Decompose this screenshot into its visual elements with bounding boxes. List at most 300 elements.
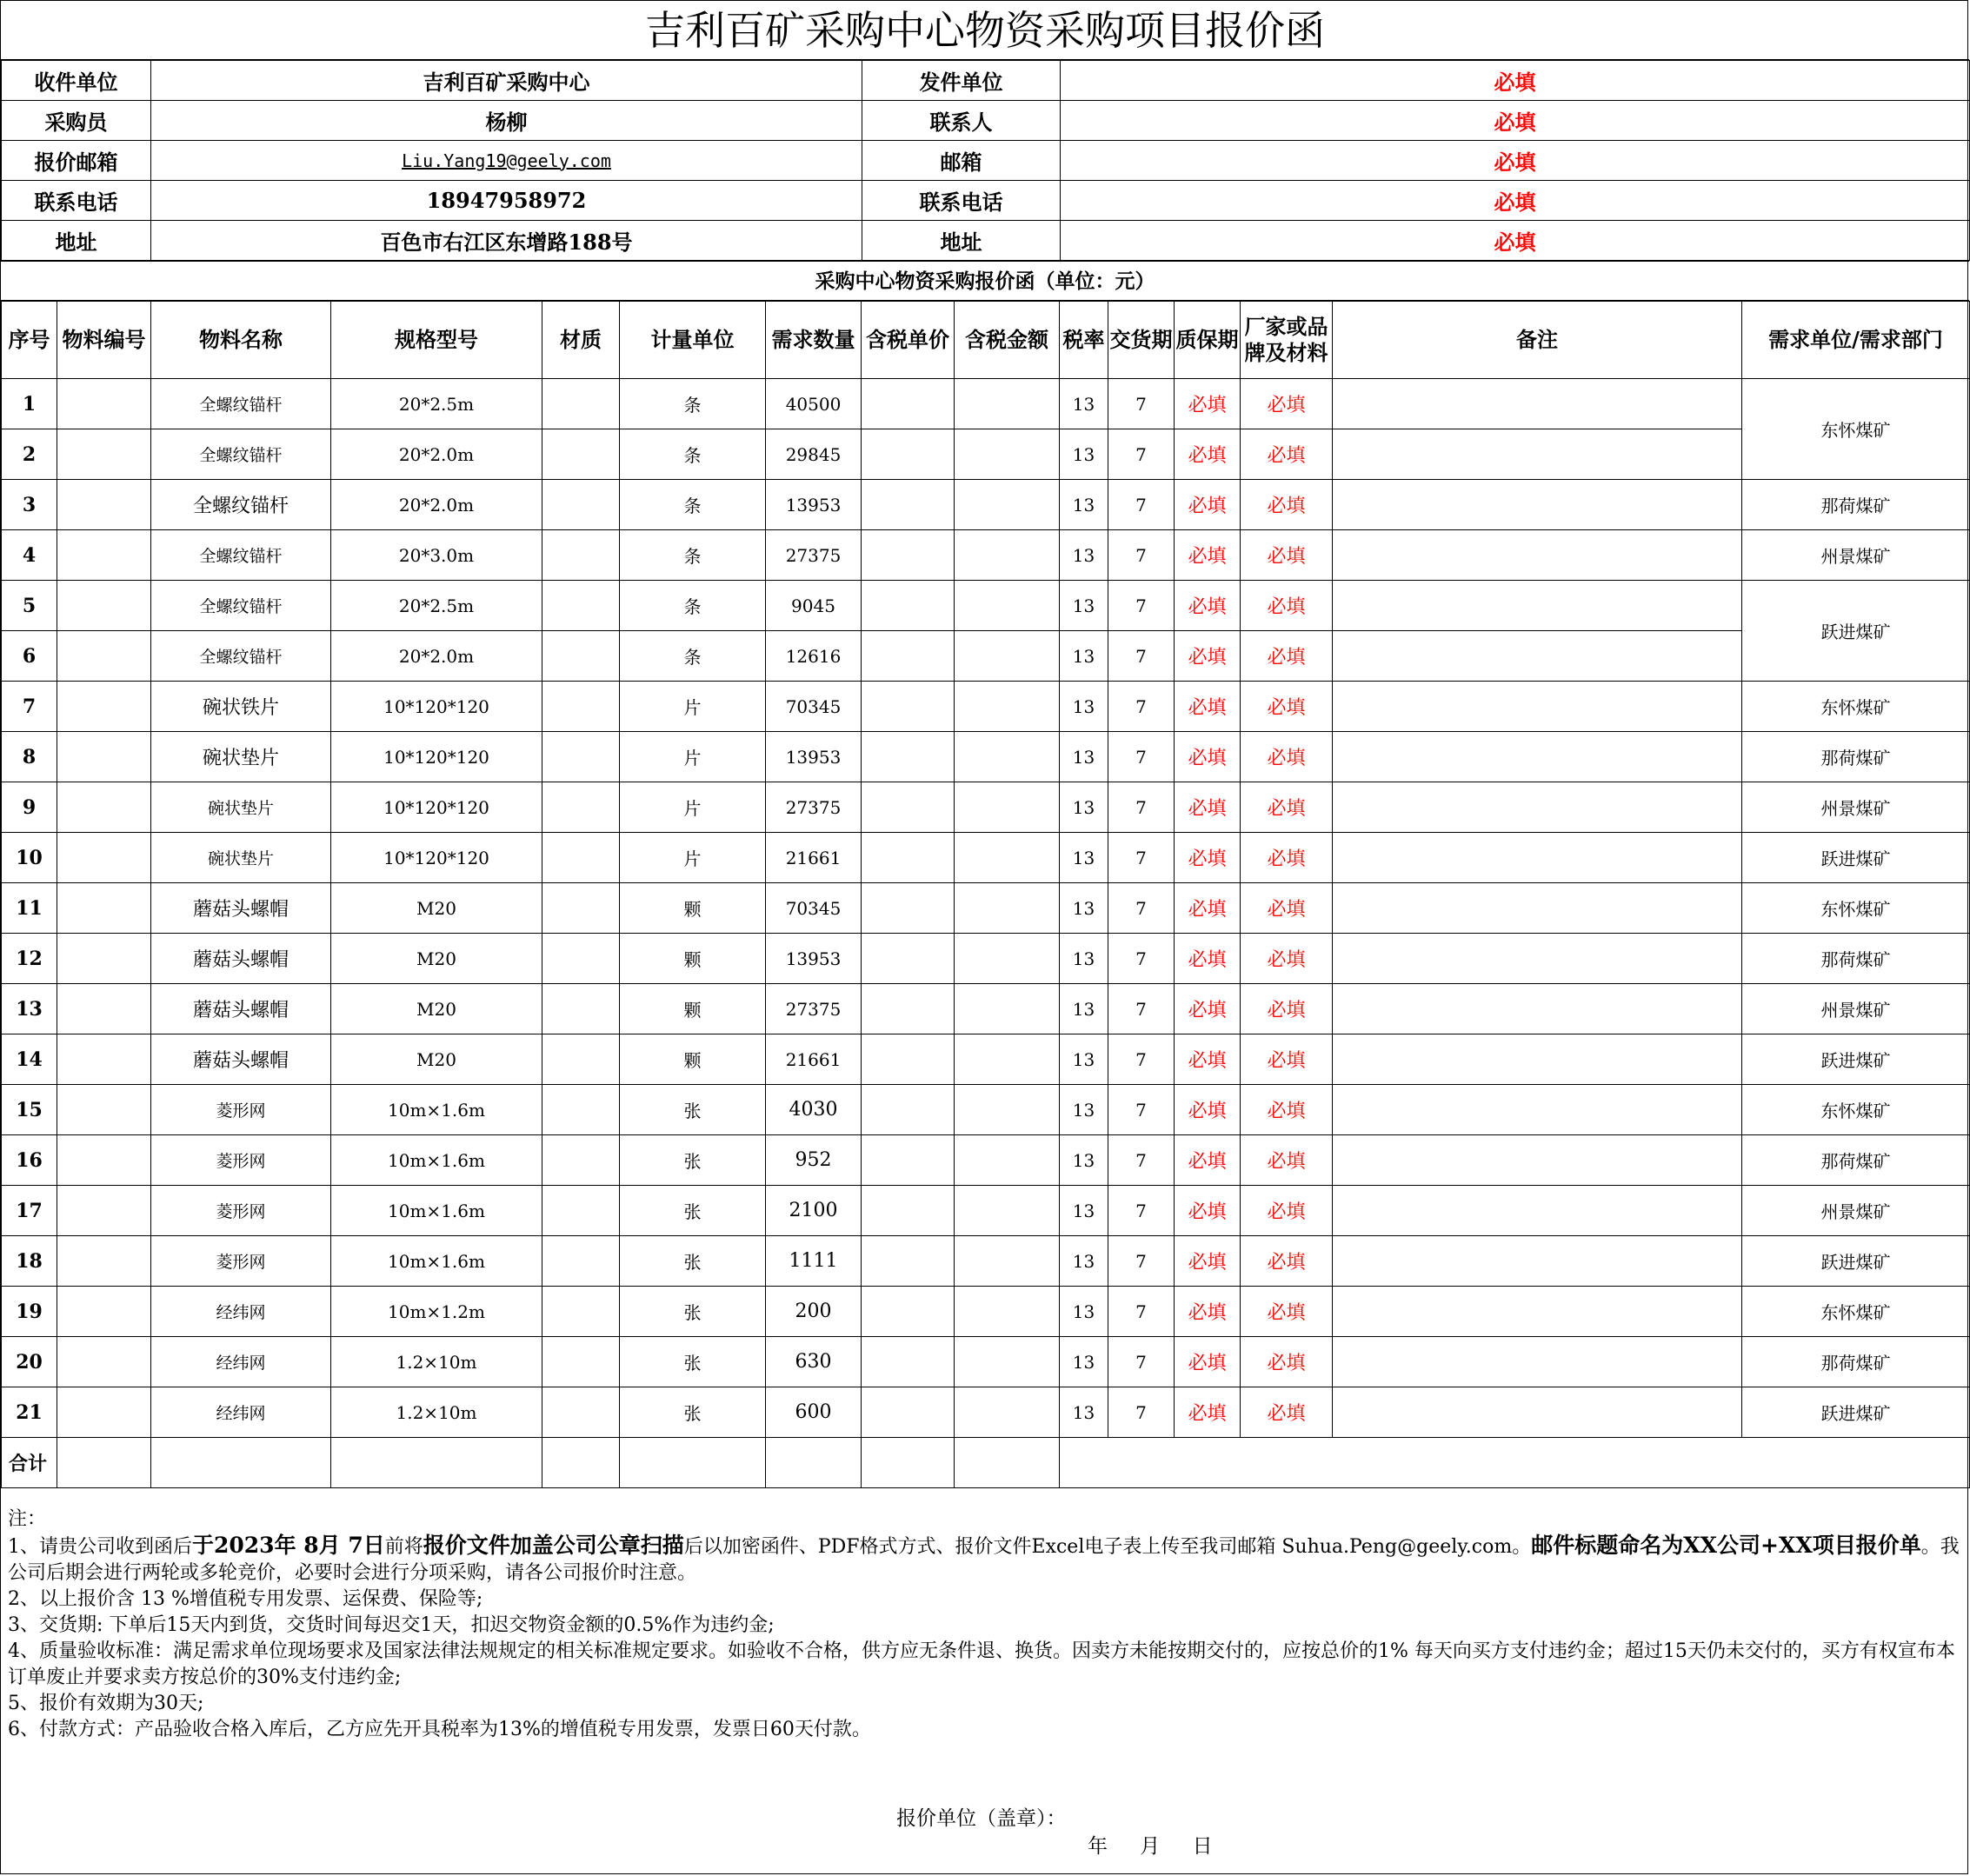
cell-brand[interactable]: 必填 — [1241, 782, 1333, 833]
cell-unit: 片 — [620, 833, 766, 883]
cell-seq: 5 — [2, 581, 57, 631]
cell-delivery: 7 — [1108, 883, 1175, 934]
cell-qty: 200 — [766, 1287, 862, 1337]
info-label: 联系电话 — [862, 181, 1061, 221]
cell-delivery: 7 — [1108, 984, 1175, 1034]
table-subtitle: 采购中心物资采购报价函（单位：元） — [1, 261, 1969, 301]
cell-material[interactable] — [542, 480, 620, 530]
cell-tax: 13 — [1060, 1186, 1108, 1236]
cell-amount[interactable] — [955, 480, 1060, 530]
table-row — [2, 1337, 1970, 1387]
cell-amount[interactable] — [955, 883, 1060, 934]
cell-material[interactable] — [542, 429, 620, 480]
cell-price[interactable] — [862, 1337, 955, 1387]
notes-section — [8, 1507, 1964, 1743]
cell-brand[interactable]: 必填 — [1241, 883, 1333, 934]
cell-dept: 跃进煤矿 — [1742, 1034, 1970, 1085]
cell-name: 菱形网 — [151, 1085, 331, 1135]
cell-code[interactable] — [57, 530, 151, 581]
required-field[interactable]: 必填 — [1061, 101, 1970, 141]
cell-qty: 12616 — [766, 631, 862, 682]
header-brand: 厂家或品牌及材料 — [1241, 302, 1333, 379]
cell-material[interactable] — [542, 1236, 620, 1287]
cell-warranty[interactable]: 必填 — [1175, 631, 1241, 682]
cell-unit: 条 — [620, 530, 766, 581]
cell-name: 蘑菇头螺帽 — [151, 1034, 331, 1085]
cell-code[interactable] — [57, 1034, 151, 1085]
cell-name: 全螺纹锚杆 — [151, 530, 331, 581]
cell-code[interactable] — [57, 682, 151, 732]
cell-price[interactable] — [862, 1236, 955, 1287]
info-label: 邮箱 — [862, 141, 1061, 181]
cell-material[interactable] — [542, 1186, 620, 1236]
cell-price[interactable] — [862, 1387, 955, 1438]
cell-warranty[interactable]: 必填 — [1175, 984, 1241, 1034]
cell-spec: 20*2.0m — [331, 631, 542, 682]
table-row — [2, 429, 1970, 480]
cell-amount[interactable] — [955, 530, 1060, 581]
cell-remark[interactable] — [1333, 581, 1742, 631]
cell-seq: 10 — [2, 833, 57, 883]
info-row — [2, 61, 1970, 101]
cell-code[interactable] — [57, 379, 151, 429]
cell-delivery: 7 — [1108, 429, 1175, 480]
cell-delivery: 7 — [1108, 581, 1175, 631]
total-cell-price[interactable] — [862, 1438, 955, 1488]
cell-name: 全螺纹锚杆 — [151, 429, 331, 480]
cell-remark[interactable] — [1333, 883, 1742, 934]
total-cell-qty[interactable] — [766, 1438, 862, 1488]
email-link[interactable]: Liu.Yang19@geely.com — [151, 141, 862, 181]
cell-price[interactable] — [862, 480, 955, 530]
cell-dept: 那荷煤矿 — [1742, 1135, 1970, 1186]
header-remark: 备注 — [1333, 302, 1742, 379]
cell-seq: 16 — [2, 1135, 57, 1186]
cell-remark[interactable] — [1333, 1135, 1742, 1186]
cell-tax: 13 — [1060, 480, 1108, 530]
cell-price[interactable] — [862, 682, 955, 732]
cell-price[interactable] — [862, 379, 955, 429]
table-row — [2, 1085, 1970, 1135]
cell-unit: 颗 — [620, 1034, 766, 1085]
cell-spec: 20*2.5m — [331, 581, 542, 631]
cell-code[interactable] — [57, 1085, 151, 1135]
note-5: 5、报价有效期为30天; — [8, 1693, 204, 1714]
cell-material[interactable] — [542, 782, 620, 833]
cell-remark[interactable] — [1333, 682, 1742, 732]
cell-amount[interactable] — [955, 631, 1060, 682]
cell-qty: 21661 — [766, 1034, 862, 1085]
cell-spec: 10m×1.6m — [331, 1236, 542, 1287]
table-row — [2, 732, 1970, 782]
cell-spec: 20*2.5m — [331, 379, 542, 429]
cell-delivery: 7 — [1108, 1387, 1175, 1438]
cell-unit: 条 — [620, 429, 766, 480]
info-value: 18947958972 — [151, 181, 862, 221]
cell-warranty[interactable]: 必填 — [1175, 1387, 1241, 1438]
cell-brand[interactable]: 必填 — [1241, 833, 1333, 883]
header-material: 材质 — [542, 302, 620, 379]
cell-unit: 颗 — [620, 984, 766, 1034]
header-tax: 税率 — [1060, 302, 1108, 379]
cell-code[interactable] — [57, 1337, 151, 1387]
info-label: 联系电话 — [2, 181, 151, 221]
cell-unit: 条 — [620, 581, 766, 631]
total-cell-material[interactable] — [542, 1438, 620, 1488]
cell-price[interactable] — [862, 984, 955, 1034]
cell-remark[interactable] — [1333, 1287, 1742, 1337]
cell-brand[interactable]: 必填 — [1241, 1236, 1333, 1287]
cell-unit: 片 — [620, 682, 766, 732]
note-1-emphasis: 报价文件加盖公司公章扫描 — [423, 1533, 684, 1558]
cell-material[interactable] — [542, 1287, 620, 1337]
cell-warranty[interactable]: 必填 — [1175, 429, 1241, 480]
cell-dept: 州景煤矿 — [1742, 782, 1970, 833]
cell-dept: 东怀煤矿 — [1742, 379, 1970, 480]
cell-amount[interactable] — [955, 581, 1060, 631]
cell-code[interactable] — [57, 883, 151, 934]
cell-warranty[interactable]: 必填 — [1175, 1337, 1241, 1387]
cell-brand[interactable]: 必填 — [1241, 379, 1333, 429]
cell-material[interactable] — [542, 1085, 620, 1135]
cell-amount[interactable] — [955, 1135, 1060, 1186]
cell-unit: 张 — [620, 1236, 766, 1287]
cell-dept: 州景煤矿 — [1742, 984, 1970, 1034]
cell-amount[interactable] — [955, 1387, 1060, 1438]
cell-warranty[interactable]: 必填 — [1175, 1034, 1241, 1085]
cell-remark[interactable] — [1333, 984, 1742, 1034]
cell-brand[interactable]: 必填 — [1241, 984, 1333, 1034]
cell-warranty[interactable]: 必填 — [1175, 833, 1241, 883]
cell-price[interactable] — [862, 1034, 955, 1085]
cell-brand[interactable]: 必填 — [1241, 934, 1333, 984]
cell-brand[interactable]: 必填 — [1241, 631, 1333, 682]
cell-spec: 10*120*120 — [331, 833, 542, 883]
total-cell-amount[interactable] — [955, 1438, 1060, 1488]
cell-warranty[interactable]: 必填 — [1175, 379, 1241, 429]
header-code: 物料编号 — [57, 302, 151, 379]
cell-brand[interactable]: 必填 — [1241, 1135, 1333, 1186]
cell-material[interactable] — [542, 1337, 620, 1387]
items-table — [1, 301, 1970, 1488]
cell-brand[interactable]: 必填 — [1241, 1287, 1333, 1337]
cell-price[interactable] — [862, 833, 955, 883]
cell-unit: 张 — [620, 1287, 766, 1337]
cell-name: 碗状垫片 — [151, 833, 331, 883]
cell-code[interactable] — [57, 833, 151, 883]
cell-price[interactable] — [862, 1287, 955, 1337]
cell-warranty[interactable]: 必填 — [1175, 782, 1241, 833]
cell-amount[interactable] — [955, 1186, 1060, 1236]
cell-dept: 跃进煤矿 — [1742, 1387, 1970, 1438]
table-row — [2, 530, 1970, 581]
table-row — [2, 1034, 1970, 1085]
cell-brand[interactable]: 必填 — [1241, 682, 1333, 732]
info-label: 地址 — [2, 221, 151, 261]
table-row — [2, 984, 1970, 1034]
cell-material[interactable] — [542, 883, 620, 934]
info-row — [2, 141, 1970, 181]
note-1-subject-rule: 邮件标题命名为XX公司+XX项目报价单 — [1531, 1533, 1921, 1558]
required-field[interactable]: 必填 — [1061, 141, 1970, 181]
cell-price[interactable] — [862, 429, 955, 480]
cell-brand[interactable]: 必填 — [1241, 1387, 1333, 1438]
table-row — [2, 480, 1970, 530]
cell-warranty[interactable]: 必填 — [1175, 1287, 1241, 1337]
cell-qty: 630 — [766, 1337, 862, 1387]
notes-heading: 注： — [8, 1508, 47, 1530]
cell-brand[interactable]: 必填 — [1241, 530, 1333, 581]
total-cell-name[interactable] — [151, 1438, 331, 1488]
cell-spec: 1.2×10m — [331, 1337, 542, 1387]
cell-brand[interactable]: 必填 — [1241, 429, 1333, 480]
cell-material[interactable] — [542, 631, 620, 682]
cell-material[interactable] — [542, 379, 620, 429]
cell-remark[interactable] — [1333, 732, 1742, 782]
cell-material[interactable] — [542, 530, 620, 581]
cell-name: 蘑菇头螺帽 — [151, 883, 331, 934]
cell-code[interactable] — [57, 1236, 151, 1287]
cell-remark[interactable] — [1333, 530, 1742, 581]
table-row — [2, 1287, 1970, 1337]
cell-tax: 13 — [1060, 1387, 1108, 1438]
header-qty: 需求数量 — [766, 302, 862, 379]
cell-amount[interactable] — [955, 732, 1060, 782]
cell-delivery: 7 — [1108, 1287, 1175, 1337]
cell-remark[interactable] — [1333, 1337, 1742, 1387]
cell-dept: 那荷煤矿 — [1742, 480, 1970, 530]
info-label: 发件单位 — [862, 61, 1061, 101]
cell-seq: 6 — [2, 631, 57, 682]
total-cell-spec[interactable] — [331, 1438, 542, 1488]
cell-seq: 8 — [2, 732, 57, 782]
cell-brand[interactable]: 必填 — [1241, 1034, 1333, 1085]
cell-price[interactable] — [862, 1186, 955, 1236]
cell-qty: 29845 — [766, 429, 862, 480]
required-field[interactable]: 必填 — [1061, 221, 1970, 261]
cell-warranty[interactable]: 必填 — [1175, 934, 1241, 984]
cell-warranty[interactable]: 必填 — [1175, 1135, 1241, 1186]
note-4: 4、质量验收标准：满足需求单位现场要求及国家法律法规规定的相关标准规定要求。如验收不合格，供方应无条件退、换货。因卖方未能按期交付的，应按总价的1% 每天向买方支付违约金；超过15天仍未交付的，买方有权宣布本订单废止并要求卖方按总价的30%支付违约金; — [8, 1640, 1955, 1688]
cell-material[interactable] — [542, 1034, 620, 1085]
cell-price[interactable] — [862, 530, 955, 581]
header-name: 物料名称 — [151, 302, 331, 379]
cell-brand[interactable]: 必填 — [1241, 732, 1333, 782]
cell-code[interactable] — [57, 581, 151, 631]
cell-remark[interactable] — [1333, 833, 1742, 883]
cell-spec: 10m×1.6m — [331, 1135, 542, 1186]
cell-qty: 13953 — [766, 934, 862, 984]
cell-name: 碗状垫片 — [151, 732, 331, 782]
cell-code[interactable] — [57, 1387, 151, 1438]
cell-warranty[interactable]: 必填 — [1175, 530, 1241, 581]
cell-code[interactable] — [57, 782, 151, 833]
cell-remark[interactable] — [1333, 1085, 1742, 1135]
cell-delivery: 7 — [1108, 732, 1175, 782]
cell-qty: 9045 — [766, 581, 862, 631]
cell-code[interactable] — [57, 934, 151, 984]
total-cell-code[interactable] — [57, 1438, 151, 1488]
cell-amount[interactable] — [955, 984, 1060, 1034]
cell-seq: 21 — [2, 1387, 57, 1438]
cell-remark[interactable] — [1333, 631, 1742, 682]
cell-qty: 70345 — [766, 883, 862, 934]
table-row — [2, 883, 1970, 934]
cell-code[interactable] — [57, 1186, 151, 1236]
cell-price[interactable] — [862, 934, 955, 984]
required-field[interactable]: 必填 — [1061, 61, 1970, 101]
info-row — [2, 221, 1970, 261]
cell-warranty[interactable]: 必填 — [1175, 1085, 1241, 1135]
cell-amount[interactable] — [955, 379, 1060, 429]
cell-amount[interactable] — [955, 833, 1060, 883]
cell-seq: 14 — [2, 1034, 57, 1085]
cell-price[interactable] — [862, 782, 955, 833]
cell-code[interactable] — [57, 732, 151, 782]
table-row — [2, 1387, 1970, 1438]
cell-remark[interactable] — [1333, 934, 1742, 984]
cell-amount[interactable] — [955, 782, 1060, 833]
cell-name: 蘑菇头螺帽 — [151, 984, 331, 1034]
cell-price[interactable] — [862, 581, 955, 631]
cell-amount[interactable] — [955, 1085, 1060, 1135]
cell-unit: 张 — [620, 1085, 766, 1135]
cell-qty: 2100 — [766, 1186, 862, 1236]
signature-line: 报价单位（盖章）： — [896, 1807, 1067, 1830]
cell-price[interactable] — [862, 1135, 955, 1186]
cell-code[interactable] — [57, 429, 151, 480]
cell-brand[interactable]: 必填 — [1241, 581, 1333, 631]
cell-price[interactable] — [862, 732, 955, 782]
cell-remark[interactable] — [1333, 1387, 1742, 1438]
cell-remark[interactable] — [1333, 1034, 1742, 1085]
cell-material[interactable] — [542, 1135, 620, 1186]
cell-price[interactable] — [862, 1085, 955, 1135]
cell-unit: 片 — [620, 782, 766, 833]
cell-remark[interactable] — [1333, 782, 1742, 833]
cell-code[interactable] — [57, 631, 151, 682]
cell-code[interactable] — [57, 984, 151, 1034]
cell-warranty[interactable]: 必填 — [1175, 732, 1241, 782]
cell-warranty[interactable]: 必填 — [1175, 883, 1241, 934]
cell-qty: 27375 — [766, 530, 862, 581]
info-row — [2, 101, 1970, 141]
required-field[interactable]: 必填 — [1061, 181, 1970, 221]
header-spec: 规格型号 — [331, 302, 542, 379]
cell-dept: 跃进煤矿 — [1742, 833, 1970, 883]
cell-delivery: 7 — [1108, 1034, 1175, 1085]
cell-remark[interactable] — [1333, 429, 1742, 480]
cell-warranty[interactable]: 必填 — [1175, 581, 1241, 631]
total-cell-unit[interactable] — [620, 1438, 766, 1488]
cell-code[interactable] — [57, 1135, 151, 1186]
cell-remark[interactable] — [1333, 480, 1742, 530]
cell-dept: 州景煤矿 — [1742, 1186, 1970, 1236]
cell-material[interactable] — [542, 833, 620, 883]
cell-price[interactable] — [862, 883, 955, 934]
cell-dept: 跃进煤矿 — [1742, 581, 1970, 682]
cell-warranty[interactable]: 必填 — [1175, 682, 1241, 732]
cell-material[interactable] — [542, 682, 620, 732]
cell-unit: 张 — [620, 1186, 766, 1236]
cell-amount[interactable] — [955, 429, 1060, 480]
table-row — [2, 581, 1970, 631]
cell-warranty[interactable]: 必填 — [1175, 1236, 1241, 1287]
cell-code[interactable] — [57, 480, 151, 530]
cell-dept: 东怀煤矿 — [1742, 1287, 1970, 1337]
cell-amount[interactable] — [955, 1236, 1060, 1287]
cell-amount[interactable] — [955, 934, 1060, 984]
cell-delivery: 7 — [1108, 1186, 1175, 1236]
info-label: 报价邮箱 — [2, 141, 151, 181]
cell-qty: 1111 — [766, 1236, 862, 1287]
cell-name: 经纬网 — [151, 1337, 331, 1387]
cell-tax: 13 — [1060, 732, 1108, 782]
cell-seq: 20 — [2, 1337, 57, 1387]
cell-material[interactable] — [542, 1387, 620, 1438]
cell-brand[interactable]: 必填 — [1241, 1186, 1333, 1236]
cell-amount[interactable] — [955, 1034, 1060, 1085]
cell-amount[interactable] — [955, 1337, 1060, 1387]
cell-unit: 张 — [620, 1337, 766, 1387]
cell-brand[interactable]: 必填 — [1241, 1337, 1333, 1387]
info-value: 吉利百矿采购中心 — [151, 61, 862, 101]
page-title: 吉利百矿采购中心物资采购项目报价函 — [1, 1, 1969, 60]
note-1-text: 。我公司后期会进行两轮或多轮竞价，必要时会进行分项采购，请各公司报价时注意。 — [8, 1536, 1960, 1584]
cell-spec: 10*120*120 — [331, 682, 542, 732]
cell-warranty[interactable]: 必填 — [1175, 480, 1241, 530]
cell-spec: M20 — [331, 883, 542, 934]
cell-material[interactable] — [542, 732, 620, 782]
cell-dept: 那荷煤矿 — [1742, 934, 1970, 984]
total-label: 合计 — [2, 1438, 57, 1488]
cell-tax: 13 — [1060, 1236, 1108, 1287]
cell-name: 碗状铁片 — [151, 682, 331, 732]
cell-qty: 952 — [766, 1135, 862, 1186]
cell-material[interactable] — [542, 581, 620, 631]
cell-qty: 21661 — [766, 833, 862, 883]
cell-remark[interactable] — [1333, 379, 1742, 429]
cell-delivery: 7 — [1108, 1085, 1175, 1135]
cell-tax: 13 — [1060, 1337, 1108, 1387]
cell-amount[interactable] — [955, 682, 1060, 732]
cell-remark[interactable] — [1333, 1186, 1742, 1236]
cell-name: 碗状垫片 — [151, 782, 331, 833]
cell-dept: 那荷煤矿 — [1742, 732, 1970, 782]
note-1-text: 后以加密函件、PDF格式方式、报价文件Excel电子表上传至我司邮箱 Suhua.Peng@geely.com。 — [683, 1536, 1532, 1558]
cell-brand[interactable]: 必填 — [1241, 1085, 1333, 1135]
note-1 — [8, 1533, 1964, 1587]
cell-code[interactable] — [57, 1287, 151, 1337]
header-delivery: 交货期 — [1108, 302, 1175, 379]
items-body — [2, 302, 1970, 1488]
cell-material[interactable] — [542, 934, 620, 984]
cell-brand[interactable]: 必填 — [1241, 480, 1333, 530]
cell-remark[interactable] — [1333, 1236, 1742, 1287]
note-3: 3、交货期: 下单后15天内到货，交货时间每迟交1天，扣迟交物资金额的0.5%作为违约金; — [8, 1614, 775, 1636]
info-table — [1, 60, 1970, 261]
header-dept: 需求单位/需求部门 — [1742, 302, 1970, 379]
header-amount: 含税金额 — [955, 302, 1060, 379]
cell-spec: 10m×1.6m — [331, 1186, 542, 1236]
cell-warranty[interactable]: 必填 — [1175, 1186, 1241, 1236]
cell-unit: 条 — [620, 480, 766, 530]
cell-amount[interactable] — [955, 1287, 1060, 1337]
cell-dept: 那荷煤矿 — [1742, 1337, 1970, 1387]
cell-price[interactable] — [862, 631, 955, 682]
cell-unit: 条 — [620, 379, 766, 429]
cell-material[interactable] — [542, 984, 620, 1034]
